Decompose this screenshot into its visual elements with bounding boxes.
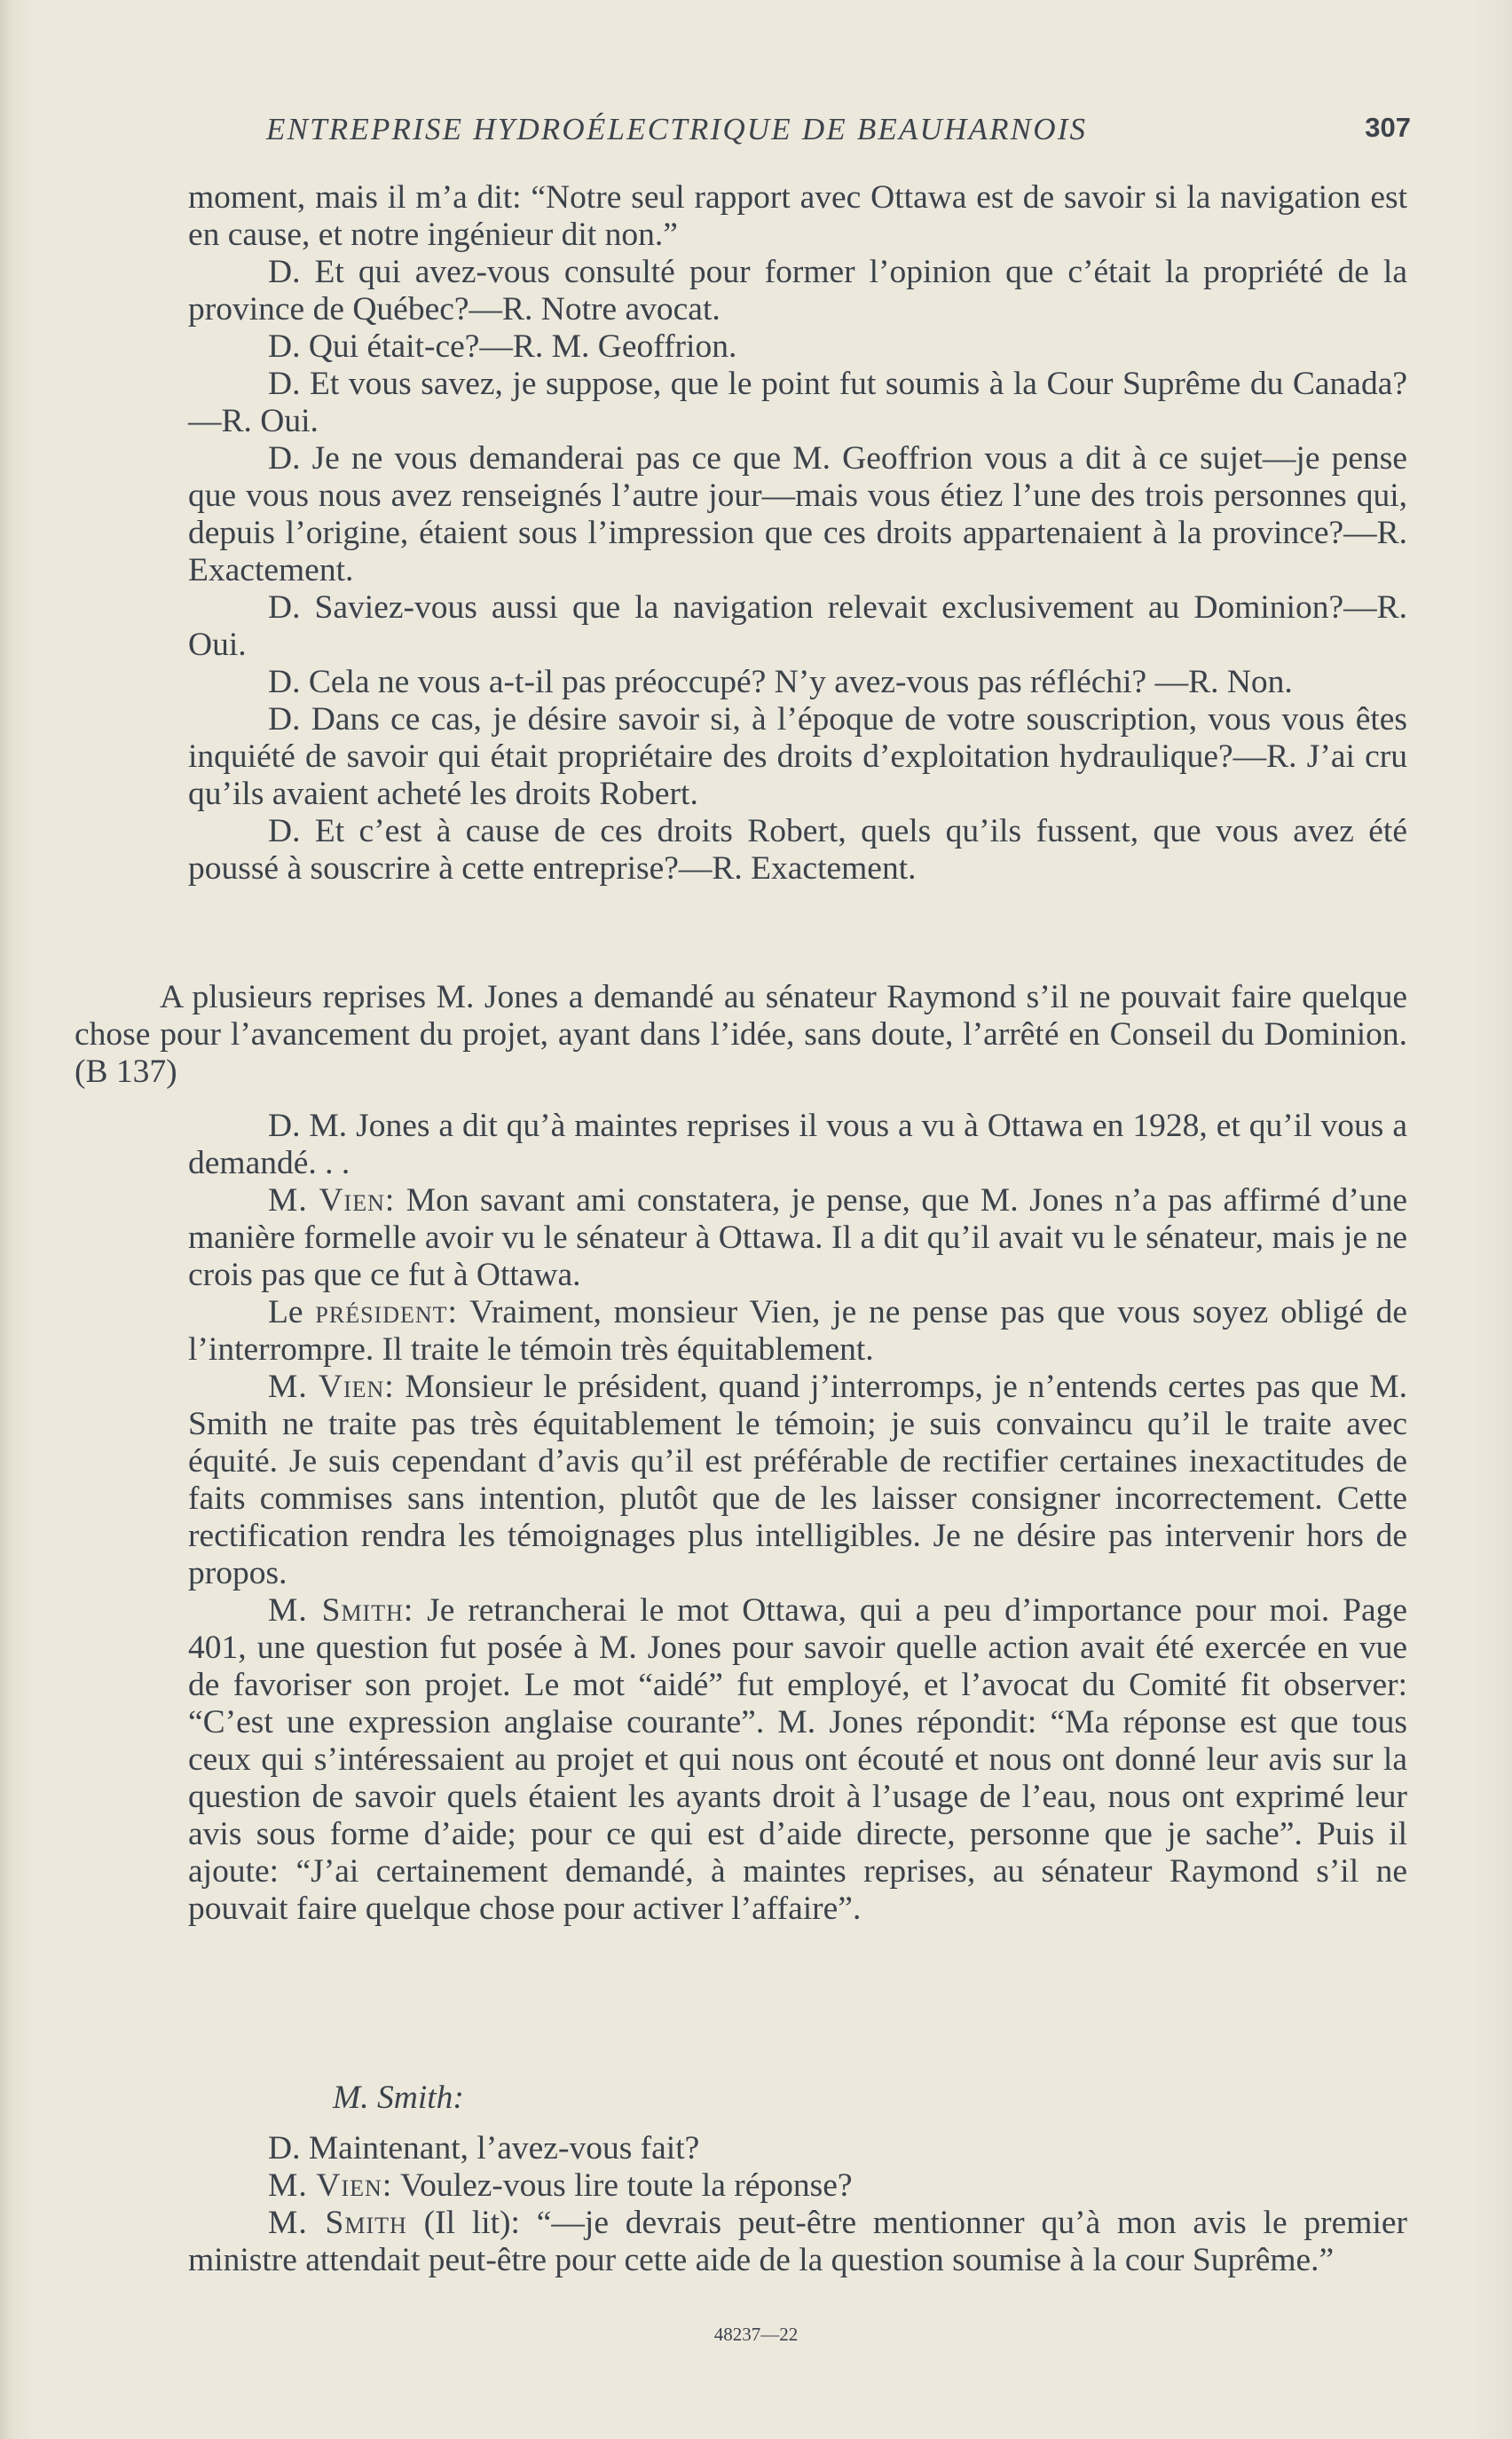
paragraph: [188, 1592, 1407, 1928]
footer-signature-mark: 48237—22: [713, 2324, 799, 2345]
paragraph: [188, 2167, 1407, 2205]
paragraph: D. Et c’est à cause de ces droits Robert, quels qu’ils fussent, que vous avez été poussé à souscrire à cette entreprise?—R. Exactement.: [188, 813, 1407, 887]
speaker-name: M. Smith:: [268, 1592, 414, 1629]
speaker-name: M. Vien:: [268, 1369, 395, 1405]
page-header: [266, 112, 1411, 156]
paragraph: D. Je ne vous demanderai pas ce que M. Geoffrion vous a dit à ce sujet—je pense que vous nous avez renseignés l’autre jour—mais vous étiez l’une des trois personnes qui, depuis l’origine, étaient sous l’impression que ces droits appartenaient à la province?—R. Exactement.: [188, 440, 1407, 588]
paragraph: [188, 1294, 1407, 1369]
paragraph: D. Et vous savez, je suppose, que le point fut soumis à la Cour Suprême du Canada?—R. Oui.: [188, 366, 1407, 439]
speech-text: Mon savant ami constatera, je pense, que M. Jones n’a pas affirmé d’une manière formelle avoir vu le sénateur à Ottawa. Il a dit qu’il avait vu le sénateur, mais je ne crois pas que ce fut à Ottawa.: [188, 1182, 1408, 1293]
paragraph: D. Qui était-ce?—R. M. Geoffrion.: [268, 328, 737, 365]
speech-text: Monsieur le président, quand j’interromps, je n’entends certes pas que M. Smith ne traite pas très équitablement le témoin; je suis convaincu qu’il le traite avec équité. Je suis cependant d’avis qu’il est préférable de rectifier certaines inexactitudes de faits commises sans intention, plutôt que de les laisser consigner incorrectement. Cette rectification rendra les témoignages plus intelligibles. Je ne désire pas intervenir hors de propos.: [188, 1369, 1408, 1591]
paragraph: D. Dans ce cas, je désire savoir si, à l’époque de votre souscription, vous vous êtes inquiété de savoir qui était propriétaire des droits d’exploitation hydraulique?—R. J’ai cru qu’ils avaient acheté les droits Robert.: [188, 701, 1407, 812]
qa-block-3: [188, 2130, 1407, 2279]
narrative-paragraph: A plusieurs reprises M. Jones a demandé au sénateur Raymond s’il ne pouvait faire quelque chose pour l’avancement du projet, ayant dans l’idée, sans doute, l’arrêté en Conseil du Dominion. (B 137): [75, 979, 1407, 1090]
paragraph: [188, 1369, 1407, 1592]
speaker-heading: M. Smith:: [333, 2080, 464, 2116]
paragraph: moment, mais il m’a dit: “Notre seul rapport avec Ottawa est de savoir si la navigation est en cause, et notre ingénieur dit non.”: [188, 179, 1407, 253]
speech-text: Je retrancherai le mot Ottawa, qui a peu d’importance pour moi. Page 401, une question fut posée à M. Jones pour savoir quelle action avait été exercée en vue de favoriser son projet. Le mot “aidé” fut employé, et l’avocat du Comité fit observer: “C’est une expression anglaise courante”. M. Jones répondit: “Ma réponse est que tous ceux qui s’intéressaient au projet et qui nous ont écouté et nous ont donné leur avis sur la question de savoir quels étaient les ayants droit à l’usage de l’eau, nous ont exprimé leur avis sous forme d’aide; pour ce qui est d’aide directe, personne que je sache”. Puis il ajoute: “J’ai certainement demandé, à maintes reprises, au sénateur Raymond s’il ne pouvait faire quelque chose pour activer l’affaire”.: [188, 1592, 1407, 1927]
paragraph: D. Maintenant, l’avez-vous fait?: [268, 2130, 700, 2167]
paragraph: D. Et qui avez-vous consulté pour former l’opinion que c’était la propriété de la province de Québec?—R. Notre avocat.: [188, 254, 1407, 328]
paragraph: D. Saviez-vous aussi que la navigation relevait exclusivement au Dominion?—R. Oui.: [188, 589, 1407, 663]
speech-text: Vraiment, monsieur Vien, je ne pense pas que vous soyez obligé de l’interrompre. Il traite le témoin très équitablement.: [188, 1294, 1408, 1368]
speech-text: Voulez-vous lire toute la réponse?: [399, 2167, 853, 2204]
qa-block-2: [188, 1108, 1407, 1928]
qa-block-1: [188, 179, 1407, 888]
speaker-name: M. Smith: [268, 2205, 407, 2241]
speaker-prefix: Le: [268, 1294, 303, 1330]
paragraph: D. Cela ne vous a-t-il pas préoccupé? N’y avez-vous pas réfléchi? —R. Non.: [268, 664, 1293, 700]
paragraph: [188, 2205, 1407, 2279]
speaker-name: président:: [315, 1294, 458, 1330]
paragraph: D. M. Jones a dit qu’à maintes reprises il vous a vu à Ottawa en 1928, et qu’il vous a demandé. . .: [188, 1108, 1407, 1181]
speaker-name: M. Vien:: [268, 2167, 393, 2204]
speaker-name: M. Vien:: [268, 1182, 396, 1219]
running-head: ENTREPRISE HYDROÉLECTRIQUE DE BEAUHARNOIS: [266, 112, 1088, 146]
paragraph: [188, 1182, 1407, 1294]
page-number: 307: [1365, 112, 1411, 143]
speech-text: (Il lit): “—je devrais peut-être mentionner qu’à mon avis le premier ministre attendait peut-être pour cette aide de la question soumise à la cour Suprême.”: [188, 2205, 1408, 2278]
